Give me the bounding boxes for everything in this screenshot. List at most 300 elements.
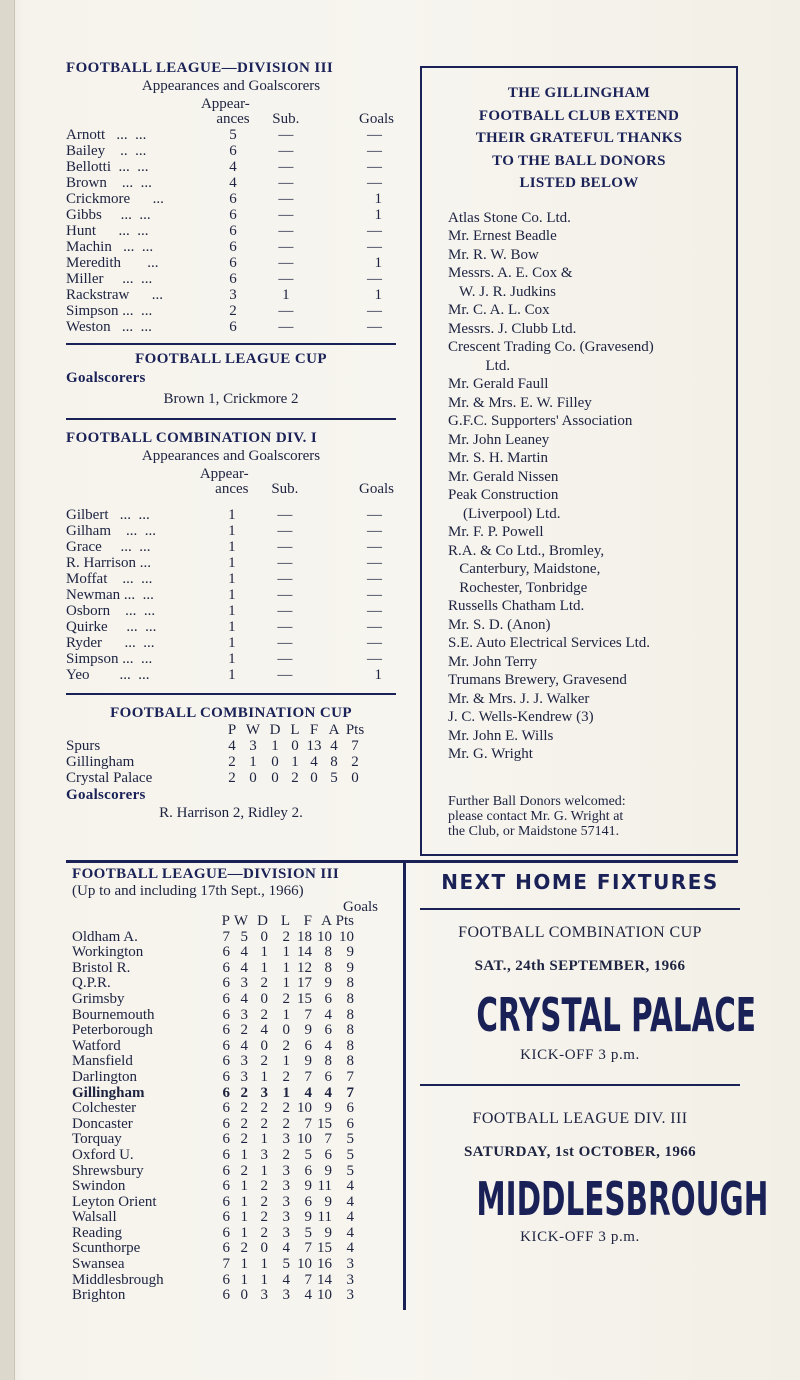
table-cell: 5 [346, 1131, 354, 1148]
col-header-w: W [245, 722, 261, 738]
player-goals: 1 [374, 255, 382, 271]
table-cell: 6 [222, 1022, 230, 1039]
table-cell: 2 [260, 1224, 268, 1241]
table-cell: 1 [240, 1271, 248, 1288]
table-row [72, 1148, 354, 1164]
table-cell: 4 [324, 1037, 332, 1054]
table-cell: 3 [282, 1178, 290, 1195]
table-cell: 2 [240, 1115, 248, 1132]
table-cell: 0 [260, 1037, 268, 1054]
team-name: Swindon [72, 1178, 126, 1195]
horizontal-divider [66, 860, 738, 863]
donor-item: Mr. John Terry [448, 653, 538, 670]
table-cell: 10 [297, 1131, 312, 1148]
team-name: Torquay [72, 1131, 122, 1148]
donor-item: Ltd. [448, 357, 511, 374]
table-cell: 7 [351, 738, 359, 754]
table-cell: 2 [240, 1162, 248, 1179]
table-cell: 11 [317, 1209, 332, 1226]
table-cell: 0 [260, 990, 268, 1007]
fixture-competition: FOOTBALL COMBINATION CUP [458, 924, 702, 941]
table-cell: 6 [304, 1193, 312, 1210]
col-header-pts: Pts [345, 722, 365, 738]
player-sub: — [278, 127, 294, 143]
table-cell: 7 [222, 1256, 230, 1273]
table-row [72, 1086, 354, 1102]
player-row [66, 667, 396, 683]
table-cell: 2 [228, 754, 236, 770]
player-goals: — [367, 635, 382, 651]
table-cell: 15 [317, 1115, 332, 1132]
donor-item: Mr. S. D. (Anon) [448, 616, 551, 633]
player-apps: 6 [229, 143, 237, 159]
donor-item: Mr. R. W. Bow [448, 246, 539, 263]
heading-line: THEIR GRATEFUL THANKS [475, 130, 683, 146]
player-goals: — [367, 271, 382, 287]
table-cell: 2 [282, 1146, 290, 1163]
table-cell: 10 [297, 1100, 312, 1117]
table-cell: 14 [317, 1271, 332, 1288]
table-cell: 6 [222, 1084, 230, 1101]
table-cell: 3 [249, 738, 257, 754]
donor-item: Mr. Gerald Faull [448, 376, 549, 392]
league-table [72, 914, 354, 1304]
player-row [66, 555, 396, 571]
table-cell: 7 [346, 1068, 354, 1085]
player-sub: — [277, 603, 293, 619]
section-divider [66, 418, 396, 420]
table-row [72, 1132, 354, 1148]
donor-item: Crescent Trading Co. (Gravesend) [448, 339, 654, 355]
player-sub: — [277, 571, 293, 587]
player-row [66, 255, 396, 271]
team-name: Bristol R. [72, 959, 131, 976]
table-cell: 4 [240, 1037, 248, 1054]
table-cell: 12 [297, 959, 312, 976]
player-goals: — [367, 319, 382, 335]
player-name: Grace ... ... [66, 539, 151, 555]
col-sub: Sub. [271, 481, 299, 497]
table-cell: 5 [304, 1146, 312, 1163]
table-cell: 2 [240, 1100, 248, 1117]
table-cell: 3 [282, 1162, 290, 1179]
player-apps: 1 [228, 523, 236, 539]
col-header-d: D [257, 913, 268, 929]
table-cell: 3 [260, 1084, 268, 1101]
player-name: Quirke ... ... [66, 619, 157, 635]
table-cell: 6 [346, 1115, 354, 1132]
player-name: Arnott ... ... [66, 127, 147, 143]
table-cell: 9 [324, 975, 332, 992]
div3-apps-subtitle: Appearances and Goalscorers [141, 78, 321, 94]
player-apps: 3 [229, 287, 237, 303]
player-apps: 5 [229, 127, 237, 143]
table-cell: 0 [260, 928, 268, 945]
table-cell: 2 [260, 1100, 268, 1117]
team-name: Walsall [72, 1209, 117, 1226]
table-cell: 10 [297, 1256, 312, 1273]
donor-item: Mr. F. P. Powell [448, 524, 544, 540]
donor-item: W. J. R. Judkins [448, 283, 556, 300]
ball-donors-footer [448, 794, 626, 839]
player-row [66, 287, 396, 303]
donor-item: Peak Construction [448, 487, 559, 503]
league-cup-goalscorers: Brown 1, Crickmore 2 [163, 391, 299, 407]
col-appear-2: ances [216, 111, 250, 127]
table-cell: 3 [240, 1006, 248, 1023]
donor-item: Mr. Gerald Nissen [448, 468, 559, 485]
col-header-w: W [233, 913, 248, 929]
table-cell: 2 [351, 754, 359, 770]
table-cell: 11 [317, 1178, 332, 1195]
table-cell: 0 [282, 1022, 290, 1039]
footer-line: please contact Mr. G. Wright at [448, 809, 624, 824]
table-cell: 1 [282, 1006, 290, 1023]
player-sub: — [277, 651, 293, 667]
table-row [72, 1164, 354, 1180]
table-cell: 2 [282, 1115, 290, 1132]
team-name: Shrewsbury [72, 1162, 144, 1179]
table-cell: 6 [222, 1178, 230, 1195]
player-goals: 1 [374, 191, 382, 207]
player-apps: 2 [229, 303, 237, 319]
table-cell: 4 [346, 1240, 354, 1257]
table-cell: 4 [310, 754, 318, 770]
ball-donors-box [420, 66, 738, 856]
table-cell: 4 [324, 1006, 332, 1023]
player-apps: 6 [229, 255, 237, 271]
player-goals: — [367, 303, 382, 319]
table-row [72, 1241, 354, 1257]
player-goals: — [367, 143, 382, 159]
fixture-opponent: CRYSTAL PALACE [476, 988, 757, 1042]
player-row [66, 303, 396, 319]
player-row [66, 523, 396, 539]
table-cell: 0 [310, 770, 318, 786]
player-apps: 6 [229, 191, 237, 207]
donor-item: Mr. John E. Wills [448, 727, 554, 744]
fixtures-title: NEXT HOME FIXTURES [441, 870, 719, 894]
table-cell: 7 [304, 1115, 312, 1132]
comb-cup-body [66, 722, 366, 786]
table-cell: 15 [297, 990, 312, 1007]
ball-donors-heading [422, 82, 736, 195]
div3-apps-body [66, 127, 396, 335]
footer-line: the Club, or Maidstone 57141. [448, 824, 620, 839]
player-apps: 6 [229, 239, 237, 255]
table-cell: 3 [282, 1224, 290, 1241]
table-cell: 4 [240, 990, 248, 1007]
table-cell: 6 [222, 1224, 230, 1241]
table-cell: 5 [240, 928, 248, 945]
league-table-subtitle: (Up to and including 17th Sept., 1966) [72, 883, 304, 899]
div3-apps-header-row [66, 97, 396, 112]
team-col-header [66, 722, 222, 738]
table-cell: 10 [317, 1287, 332, 1304]
vertical-divider [403, 860, 406, 1310]
fixture-date: SAT., 24th SEPTEMBER, 1966 [474, 958, 686, 974]
table-cell: 2 [291, 770, 299, 786]
comb-cup-header-row [66, 722, 366, 738]
table-cell: 3 [346, 1256, 354, 1273]
col-header-p: P [227, 722, 237, 738]
player-goals: — [367, 223, 382, 239]
table-cell: 7 [304, 1006, 312, 1023]
player-name: Brown ... ... [66, 175, 152, 191]
section-divider [66, 693, 396, 695]
table-cell: 6 [222, 1271, 230, 1288]
table-cell: 2 [260, 1115, 268, 1132]
col-goals: Goals [359, 481, 394, 497]
table-row [72, 1179, 354, 1195]
table-row [72, 945, 354, 961]
table-row [72, 1288, 354, 1304]
table-cell: 6 [222, 1193, 230, 1210]
heading-line: THE GILLINGHAM [507, 85, 651, 101]
player-name: Miller ... ... [66, 271, 153, 287]
table-cell: 4 [304, 1084, 312, 1101]
table-cell: 8 [324, 1053, 332, 1070]
table-cell: 8 [346, 975, 354, 992]
donor-item: Canterbury, Maidstone, [448, 561, 601, 577]
comb-cup-table [66, 722, 366, 786]
player-apps: 1 [228, 635, 236, 651]
table-cell: 0 [351, 770, 359, 786]
col-goals: Goals [359, 111, 394, 127]
col-header-p: P [221, 913, 230, 929]
col-header-l: L [290, 722, 300, 738]
table-row [72, 1226, 354, 1242]
table-cell: 2 [260, 975, 268, 992]
table-cell: 3 [346, 1287, 354, 1304]
comb-cup-goalscorers: R. Harrison 2, Ridley 2. [159, 805, 303, 821]
table-cell: 2 [282, 1037, 290, 1054]
comb-div1-title: FOOTBALL COMBINATION DIV. I [66, 430, 318, 446]
footer-line: Further Ball Donors welcomed: [448, 794, 626, 809]
player-name: R. Harrison ... [66, 555, 151, 571]
table-cell: 4 [346, 1209, 354, 1226]
table-cell: 6 [304, 1162, 312, 1179]
player-row [66, 207, 396, 223]
player-name: Moffat ... ... [66, 571, 153, 587]
table-row [72, 992, 354, 1008]
table-cell: 2 [282, 928, 290, 945]
fixture-date: SATURDAY, 1st OCTOBER, 1966 [463, 1144, 697, 1160]
player-goals: — [367, 127, 382, 143]
comb-div1-table [66, 467, 396, 683]
table-cell: 8 [346, 1006, 354, 1023]
table-cell: 3 [240, 1068, 248, 1085]
table-cell: 4 [240, 959, 248, 976]
player-name: Bailey .. ... [66, 143, 147, 159]
col-header-f: F [309, 722, 319, 738]
player-name: Crickmore ... [66, 191, 164, 207]
table-row [72, 961, 354, 977]
player-row [66, 619, 396, 635]
player-sub: — [278, 239, 294, 255]
div3-league-table-section [72, 866, 398, 1304]
player-row [66, 239, 396, 255]
player-row [66, 539, 396, 555]
col-sub: Sub. [272, 111, 300, 127]
player-sub: — [278, 271, 294, 287]
table-cell: 3 [240, 1053, 248, 1070]
table-cell: 2 [282, 1068, 290, 1085]
team-name: Oxford U. [72, 1146, 134, 1163]
table-cell: 1 [240, 1256, 248, 1273]
table-cell: 2 [282, 990, 290, 1007]
table-row [72, 1210, 354, 1226]
table-cell: 6 [222, 1146, 230, 1163]
player-row [66, 651, 396, 667]
table-cell: 1 [282, 944, 290, 961]
player-row [66, 191, 396, 207]
player-name: Newman ... ... [66, 587, 154, 603]
table-cell: 2 [282, 1100, 290, 1117]
player-sub: — [277, 667, 293, 683]
table-cell: 6 [222, 975, 230, 992]
donor-item: Mr. S. H. Martin [448, 450, 549, 466]
donor-item: S.E. Auto Electrical Services Ltd. [448, 635, 651, 651]
table-cell: 2 [240, 1022, 248, 1039]
comb-div1-section [66, 430, 396, 683]
table-cell: 9 [324, 1162, 332, 1179]
col-header-f: F [303, 913, 312, 929]
player-goals: — [367, 555, 382, 571]
table-cell: 2 [260, 1178, 268, 1195]
table-cell: 8 [346, 1053, 354, 1070]
donor-item: Mr. & Mrs. J. J. Walker [448, 690, 590, 707]
player-sub: — [277, 619, 293, 635]
player-goals: 1 [374, 287, 382, 303]
player-name: Rackstraw ... [66, 287, 164, 303]
player-row [66, 127, 396, 143]
player-sub: — [278, 159, 294, 175]
table-cell: 9 [304, 1178, 312, 1195]
player-goals: — [367, 651, 382, 667]
team-name: Colchester [72, 1100, 137, 1117]
table-cell: 1 [260, 959, 268, 976]
table-cell: 9 [346, 959, 354, 976]
player-sub: — [278, 175, 294, 191]
table-cell: 7 [346, 1084, 354, 1101]
table-cell: 1 [260, 1271, 268, 1288]
table-cell: 8 [324, 959, 332, 976]
donor-item: J. C. Wells-Kendrew (3) [448, 709, 594, 725]
player-goals: — [367, 159, 382, 175]
player-row [66, 271, 396, 287]
table-cell: 4 [260, 1022, 268, 1039]
team-name: Watford [72, 1037, 121, 1054]
fixture-1 [418, 924, 757, 1064]
table-cell: 4 [228, 738, 236, 754]
player-sub: — [277, 507, 293, 523]
team-name: Grimsby [72, 990, 125, 1007]
fixtures-divider [420, 1084, 740, 1086]
table-cell: 6 [222, 944, 230, 961]
table-cell: 2 [260, 1209, 268, 1226]
player-name: Simpson ... ... [66, 303, 153, 319]
table-cell: 6 [222, 1287, 230, 1304]
div3-apps-table [66, 97, 396, 335]
table-cell: 6 [324, 1022, 332, 1039]
table-cell: 1 [282, 1084, 290, 1101]
player-row [66, 175, 396, 191]
table-cell: 5 [346, 1162, 354, 1179]
ball-donors-list [448, 209, 736, 764]
table-row [72, 976, 354, 992]
player-sub: 1 [282, 287, 290, 303]
table-cell: 8 [346, 990, 354, 1007]
table-cell: 2 [240, 1084, 248, 1101]
team-name: Mansfield [72, 1053, 133, 1070]
div3-apps-title: FOOTBALL LEAGUE—DIVISION III [66, 60, 334, 76]
table-cell: 6 [222, 1006, 230, 1023]
table-cell: 15 [317, 1240, 332, 1257]
table-cell: 6 [324, 1068, 332, 1085]
fixtures-title-rule [420, 908, 740, 910]
donor-item: Rochester, Tonbridge [448, 579, 588, 596]
table-cell: 0 [271, 754, 279, 770]
fixture-2 [418, 1110, 769, 1246]
player-apps: 1 [228, 587, 236, 603]
donor-item: Mr. C. A. L. Cox [448, 302, 550, 318]
player-sub: — [278, 223, 294, 239]
player-sub: — [278, 255, 294, 271]
heading-line: LISTED BELOW [519, 175, 639, 191]
table-cell: 4 [346, 1178, 354, 1195]
table-row [72, 1195, 354, 1211]
table-cell: 6 [324, 1146, 332, 1163]
player-row [66, 635, 396, 651]
table-cell: 10 [339, 928, 354, 945]
player-apps: 1 [228, 667, 236, 683]
table-row [66, 770, 366, 786]
table-cell: 0 [240, 1287, 248, 1304]
player-apps: 4 [229, 175, 237, 191]
player-sub: — [277, 635, 293, 651]
player-row [66, 143, 396, 159]
player-goals: 1 [374, 207, 382, 223]
col-appear-1: Appear- [200, 96, 250, 112]
team-name: Workington [72, 944, 144, 961]
player-sub: — [278, 319, 294, 335]
donor-item: Mr. John Leaney [448, 431, 550, 448]
player-name: Simpson ... ... [66, 651, 153, 667]
table-cell: 1 [240, 1178, 248, 1195]
player-apps: 4 [229, 159, 237, 175]
table-cell: 4 [324, 1084, 332, 1101]
table-cell: 0 [249, 770, 257, 786]
table-cell: 1 [240, 1209, 248, 1226]
donor-item: Mr. G. Wright [448, 746, 533, 762]
table-row [72, 1039, 354, 1055]
binding-edge [0, 0, 15, 1380]
comb-cup-goalscorers-label: Goalscorers [66, 787, 146, 803]
player-goals: — [367, 507, 382, 523]
table-cell: 9 [324, 1100, 332, 1117]
div3-apps-section [66, 60, 396, 335]
table-cell: 3 [346, 1271, 354, 1288]
player-row [66, 159, 396, 175]
comb-cup-section [66, 705, 396, 822]
player-name: Bellotti ... ... [66, 159, 149, 175]
comb-div1-subtitle: Appearances and Goalscorers [141, 448, 321, 464]
donor-item: Atlas Stone Co. Ltd. [448, 209, 571, 226]
team-name: Bournemouth [72, 1006, 155, 1023]
table-cell: 8 [330, 754, 338, 770]
table-cell: 1 [260, 1131, 268, 1148]
